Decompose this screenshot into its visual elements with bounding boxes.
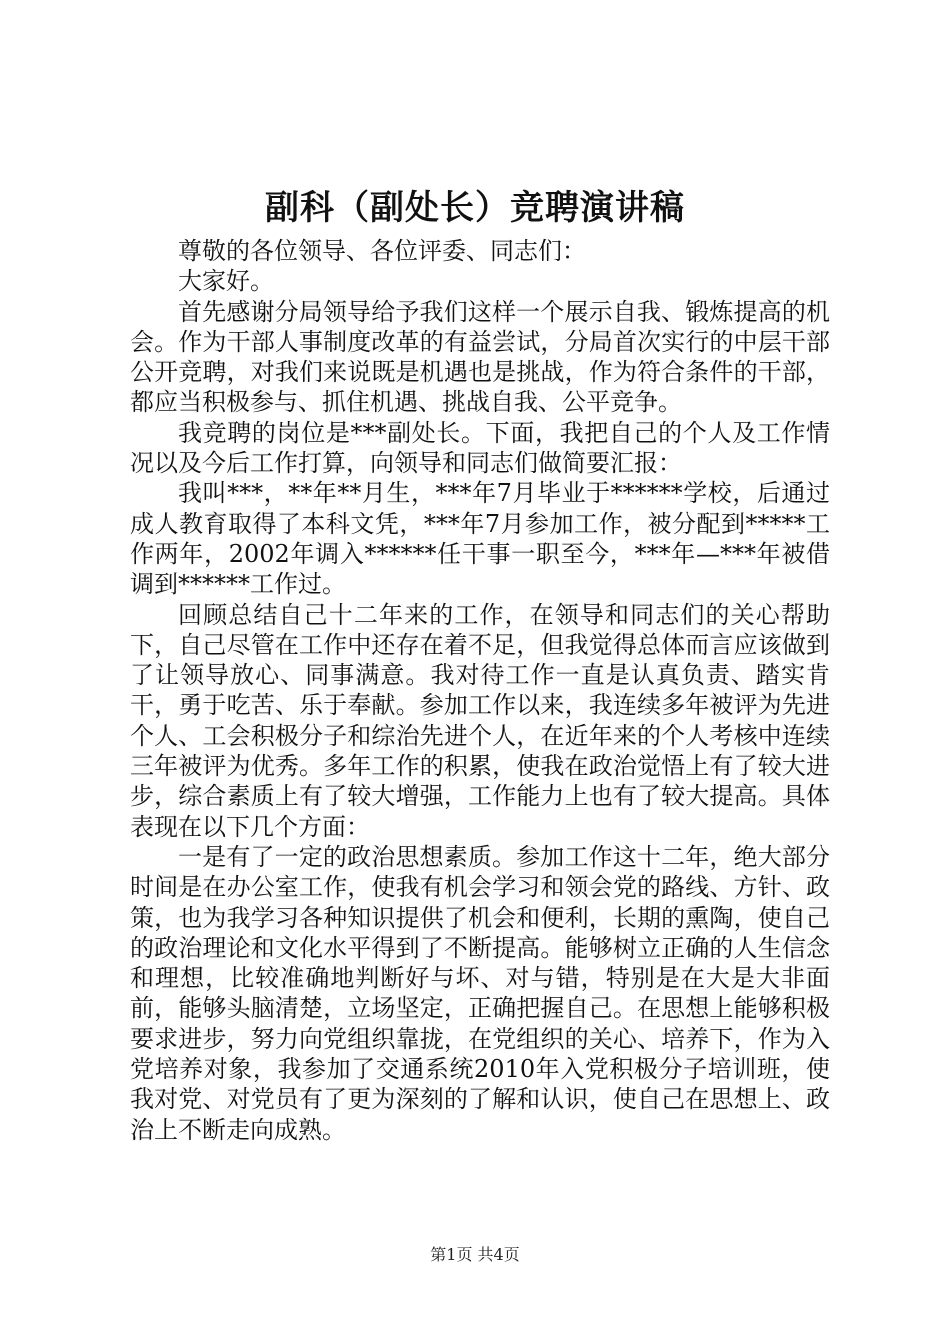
body-paragraph: 我竞聘的岗位是***副处长。下面，我把自己的个人及工作情况以及今后工作打算，向领导和同志们做简要汇报：: [130, 418, 830, 478]
greeting-paragraph: 大家好。: [178, 267, 274, 296]
salutation-paragraph: 尊敬的各位领导、各位评委、同志们：: [178, 237, 586, 265]
page-number-footer: 第1页 共4页: [430, 1245, 520, 1264]
body-paragraph: 回顾总结自己十二年来的工作，在领导和同志们的关心帮助下，自己尽管在工作中还存在着不足，但我觉得总体而言应该做到了让领导放心、同事满意。我对待工作一直是认真负责、踏实肯干，勇于吃苦、乐于奉献。参加工作以来，我连续多年被评为先进个人、工会积极分子和综治先进个人，在近年来的个人考核中连续三年被评为优秀。多年工作的积累，使我在政治觉悟上有了较大进步，综合素质上有了较大增强，工作能力上也有了较大提高。具体表现在以下几个方面：: [130, 600, 830, 841]
document-body: [130, 236, 830, 1145]
body-paragraph: 首先感谢分局领导给予我们这样一个展示自我、锻炼提高的机会。作为干部人事制度改革的有益尝试，分局首次实行的中层干部公开竞聘，对我们来说既是机遇也是挑战，作为符合条件的干部，都应当积极参与、抓住机遇、挑战自我、公平竞争。: [130, 297, 830, 417]
body-paragraph: 我叫***，**年**月生，***年7月毕业于******学校，后通过成人教育取得了本科文凭，***年7月参加工作，被分配到*****工作两年，2002年调入******任干事一职至今，***年—***年被借调到******工作过。: [130, 479, 830, 599]
body-paragraph: 一是有了一定的政治思想素质。参加工作这十二年，绝大部分时间是在办公室工作，使我有机会学习和领会党的路线、方针、政策，也为我学习各种知识提供了机会和便利，长期的熏陶，使自己的政治理论和文化水平得到了不断提高。能够树立正确的人生信念和理想，比较准确地判断好与坏、对与错，特别是在大是大非面前，能够头脑清楚，立场坚定，正确把握自己。在思想上能够积极要求进步，努力向党组织靠拢，在党组织的关心、培养下，作为入党培养对象，我参加了交通系统2010年入党积极分子培训班，使我对党、对党员有了更为深刻的了解和认识，使自己在思想上、政治上不断走向成熟。: [130, 842, 830, 1144]
document-title: 副科（副处长）竞聘演讲稿: [265, 188, 685, 228]
